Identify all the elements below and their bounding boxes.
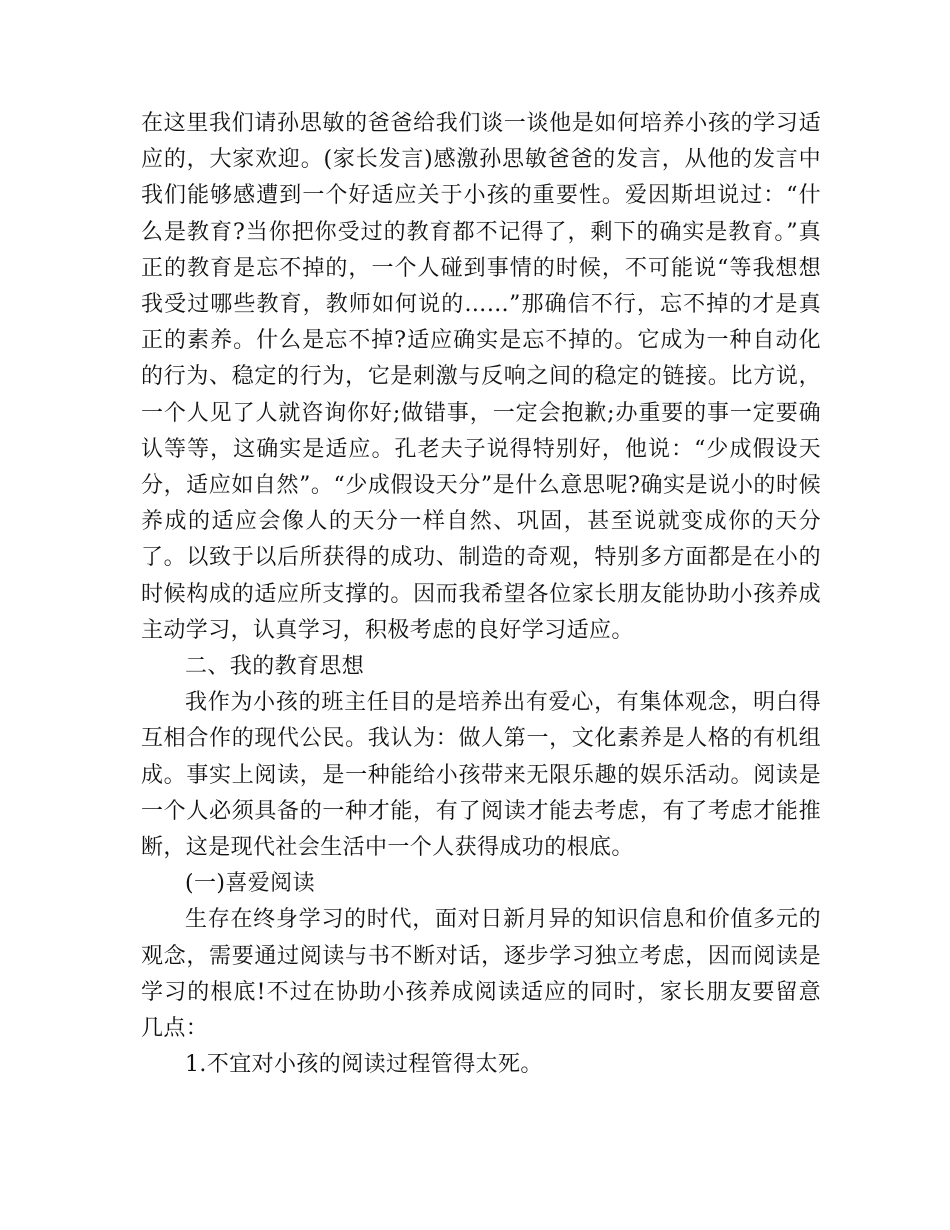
paragraph-habit-speech: 在这里我们请孙思敏的爸爸给我们谈一谈他是如何培养小孩的学习适应的，大家欢迎。(家长发言)感激孙思敏爸爸的发言，从他的发言中我们能够感遭到一个好适应关于小孩的重要性。爱因斯坦说过：“什么是教育?当你把你受过的教育都不记得了，剩下的确实是教育。”真正的教育是忘不掉的，一个人碰到事情的时候，不可能说“等我想想我受过哪些教育，教师如何说的……”那确信不行，忘不掉的才是真正的素养。什么是忘不掉?适应确实是忘不掉的。它成为一种自动化的行为、稳定的行为，它是刺激与反响之间的稳定的链接。比方说，一个人见了人就咨询你好;做错事，一定会抱歉;办重要的事一定要确认等等，这确实是适应。孔老夫子说得特别好，他说：“少成假设天分，适应如自然”。“少成假设天分”是什么意思呢?确实是说小的时候养成的适应会像人的天分一样自然、巩固，甚至说就变成你的天分了。以致于以后所获得的成功、制造的奇观，特别多方面都是在小的时候构成的适应所支撑的。因而我希望各位家长朋友能协助小孩养成主动学习，认真学习，积极考虑的良好学习适应。 [141, 111, 821, 643]
document-body [141, 106, 821, 1083]
paragraph-education-goal: 我作为小孩的班主任目的是培养出有爱心，有集体观念，明白得互相合作的现代公民。我认为：做人第一，文化素养是人格的有机组成。事实上阅读，是一种能给小孩带来无限乐趣的娱乐活动。阅读是一个人必须具备的一种才能，有了阅读才能去考虑，有了考虑才能推断，这是现代社会生活中一个人获得成功的根底。 [141, 690, 821, 861]
list-item-point-1: 1.不宜对小孩的阅读过程管得太死。 [185, 1052, 543, 1078]
subsection-heading-love-reading: (一)喜爱阅读 [185, 871, 315, 897]
paragraph-lifelong-learning: 生存在终身学习的时代，面对日新月异的知识信息和价值多元的观念，需要通过阅读与书不断对话，逐步学习独立考虑，因而阅读是学习的根底!不过在协助小孩养成阅读适应的同时，家长朋友要留意几点： [141, 907, 821, 1042]
section-heading-education-thoughts: 二、我的教育思想 [185, 654, 365, 680]
